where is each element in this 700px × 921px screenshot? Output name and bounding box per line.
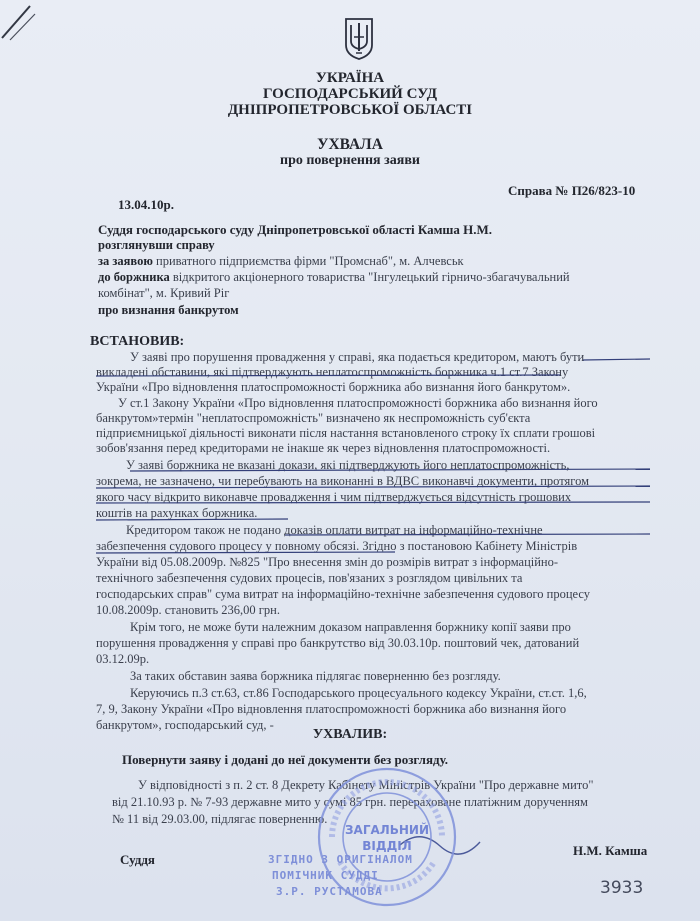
body-line-19: порушення провадження у справі про банкрутство від 30.03.10р. поштовий чек, датований xyxy=(96,636,580,650)
body-line-9: зокрема, не зазначено, чи перебувають на виконанні в ВДВС виконавчі документи, протягом xyxy=(96,474,590,488)
subject-line: про визнання банкрутом xyxy=(98,303,239,317)
signature-role: Суддя xyxy=(120,852,155,867)
considered-line: розглянувши справу xyxy=(98,238,215,252)
seal-center-text-2: ВІДДІЛ xyxy=(362,839,412,853)
fee-line-1: У відповідності з п. 2 ст. 8 Декрету Кабінету Міністрів України "Про державне мито" xyxy=(138,778,594,792)
body-line-21: За таких обставин заява боржника підлягає поверненню без розгляду. xyxy=(130,669,501,683)
judge-line: Суддя господарського суду Дніпропетровської області Камша Н.М. xyxy=(98,222,493,237)
body-line-23: 7, 9, Закону України «Про відновлення платоспроможності боржника або визнання його xyxy=(96,702,567,716)
seal-center-text-1: ЗАГАЛЬНИЙ xyxy=(345,823,429,837)
resolved-heading: УХВАЛИВ: xyxy=(312,727,388,742)
body-line-1: У заяві про порушення провадження у справі, яка подається кредитором, маютъ бути xyxy=(130,350,585,364)
body-line-15: технічного забезпечення судових процесів, пов'язаних з розглядом цивільних та xyxy=(96,571,523,585)
body-line-16: господарських справ" сума витрат на інформаційно-технічне забезпечення судового процесу xyxy=(96,587,591,601)
country-title: УКРАЇНА xyxy=(315,70,385,86)
body-line-24: банкрутом», господарський суд, - xyxy=(96,718,274,732)
debtor-line-2: комбінат", м. Кривий Ріг xyxy=(98,286,230,300)
document-subject: про повернення заяви xyxy=(280,153,420,168)
court-region: ДНІПРОПЕТРОВСЬКОЇ ОБЛАСТІ xyxy=(227,102,473,118)
claimant-text: приватного підприємства фірми "Промснаб", м. Алчевськ xyxy=(152,254,464,268)
fee-line-3: № 11 від 29.03.00, підлягає поверненню. xyxy=(112,812,328,826)
body-line-2: викладені обставини, які підтверджують неплатоспроможність боржника ч.1 ст.7 Закону xyxy=(96,365,569,379)
body-line-6: підприємницької діяльності виконати після настання встановленого строку їх сплати грошові xyxy=(96,426,596,440)
established-heading: ВСТАНОВИВ: xyxy=(90,334,185,349)
body-line-20: 03.12.09р. xyxy=(96,652,150,666)
signature-name: Н.М. Камша xyxy=(573,843,648,858)
body-line-7: зобов'язання перед кредиторами не інакше як через відновлення платоспроможності. xyxy=(96,441,551,455)
body-line-10: якого часу відкрито виконавче провадження і чим підтверджується відсутність грошових xyxy=(96,490,572,504)
stamp-line-3: З.Р. РУСТАМОВА xyxy=(276,885,383,898)
handwritten-number: 3933 xyxy=(600,878,644,898)
debtor-label: до боржника xyxy=(98,270,170,284)
fee-line-2: від 21.10.93 р. № 7-93 державне мито у сумі 85 грн. перераховане платіжним дорученням xyxy=(112,795,588,809)
body-line-12: Кредитором також не подано доказів оплати витрат на інформаційно-технічне xyxy=(126,523,543,537)
body-line-18: Крім того, не може бути належним доказом направлення боржнику копії заяви про xyxy=(130,620,571,634)
body-line-5: банкрутом»термін "неплатоспроможність" визначено як неспроможність суб'єкта xyxy=(96,411,531,425)
body-line-14: України від 05.08.2009р. №825 "Про внесення змін до розмірів витрат з інформаційно- xyxy=(96,555,559,569)
body-line-11: коштів на рахунках боржника. xyxy=(96,506,258,520)
court-name: ГОСПОДАРСЬКИЙ СУД xyxy=(262,86,438,102)
document-type: УХВАЛА xyxy=(317,136,383,153)
body-line-13: забезпечення судового процесу у повному обсязі. Згідно з постановою Кабінету Міністрів xyxy=(96,539,578,553)
decision-line: Повернути заяву і додані до неї документи без розгляду. xyxy=(122,752,449,767)
stamp-line-2: ПОМІЧНИК СУДДІ xyxy=(272,869,379,882)
body-line-8: У заяві боржника не вказані докази, які підтверджують його неплатоспроможність, xyxy=(126,458,570,472)
body-line-3: України «Про відновлення платоспроможності боржника або визнання його банкрутом». xyxy=(96,380,571,394)
stamp-line-1: ЗГІДНО З ОРИГІНАЛОМ xyxy=(268,853,413,866)
document-date: 13.04.10р. xyxy=(118,197,174,212)
body-line-22: Керуючись п.3 ст.63, ст.86 Господарського процесуального кодексу України, ст.ст. 1,6, xyxy=(130,686,587,700)
claimant-label: за заявою xyxy=(98,254,153,268)
debtor-text: відкритого акціонерного товариства "Інгулецький гірничо-збагачувальний xyxy=(169,270,570,284)
body-line-4: У ст.1 Закону України «Про відновлення платоспроможності боржника або визнання його xyxy=(118,396,598,410)
body-line-17: 10.08.2009р. становить 236,00 грн. xyxy=(96,603,280,617)
case-number: Справа № П26/823-10 xyxy=(508,183,636,198)
